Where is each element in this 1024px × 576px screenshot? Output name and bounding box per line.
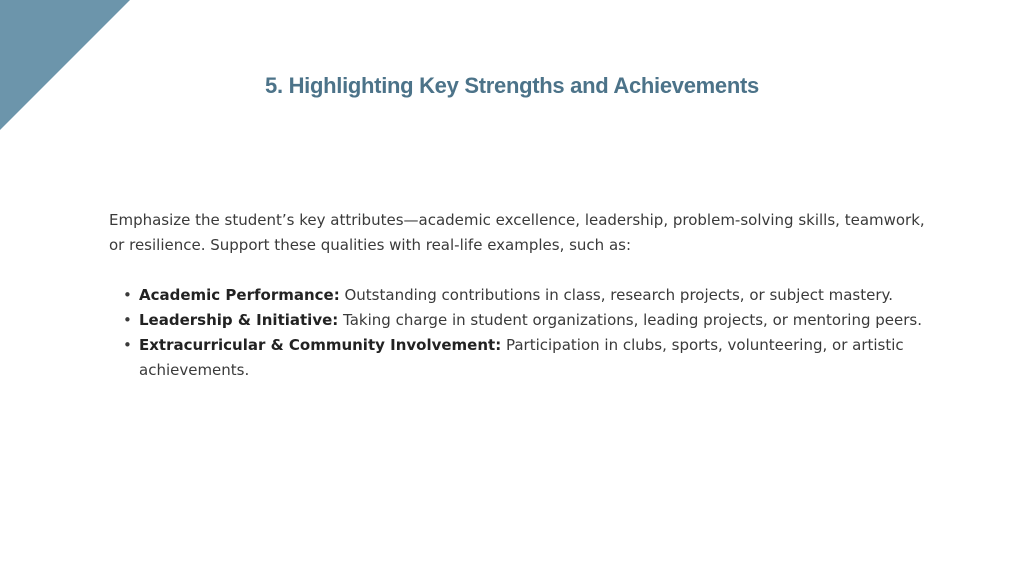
list-item-leadership-initiative (109, 308, 929, 333)
list-item-text: Outstanding contributions in class, research projects, or subject mastery. (339, 286, 893, 304)
list-item-text: Taking charge in student organizations, leading projects, or mentoring peers. (338, 311, 922, 329)
intro-paragraph: Emphasize the student’s key attributes—academic excellence, leadership, problem-solving skills, teamwork, or resilience. Support these qualities with real-life examples, such as: (109, 211, 925, 254)
strengths-list (109, 283, 929, 383)
list-item-academic-performance (109, 283, 929, 308)
bullet-icon: • (123, 286, 132, 304)
slide-body (109, 208, 929, 383)
corner-accent-triangle (0, 0, 130, 130)
list-item-term: Extracurricular & Community Involvement: (139, 336, 502, 354)
slide-title: 5. Highlighting Key Strengths and Achievements (265, 73, 759, 98)
list-item-term: Academic Performance: (139, 286, 340, 304)
bullet-icon: • (123, 311, 132, 329)
list-item-extracurricular-community (109, 333, 929, 383)
bullet-icon: • (123, 336, 132, 354)
list-item-term: Leadership & Initiative: (139, 311, 339, 329)
list-item-text: Participation in clubs, sports, volunteering, or artistic achievements. (139, 336, 904, 379)
